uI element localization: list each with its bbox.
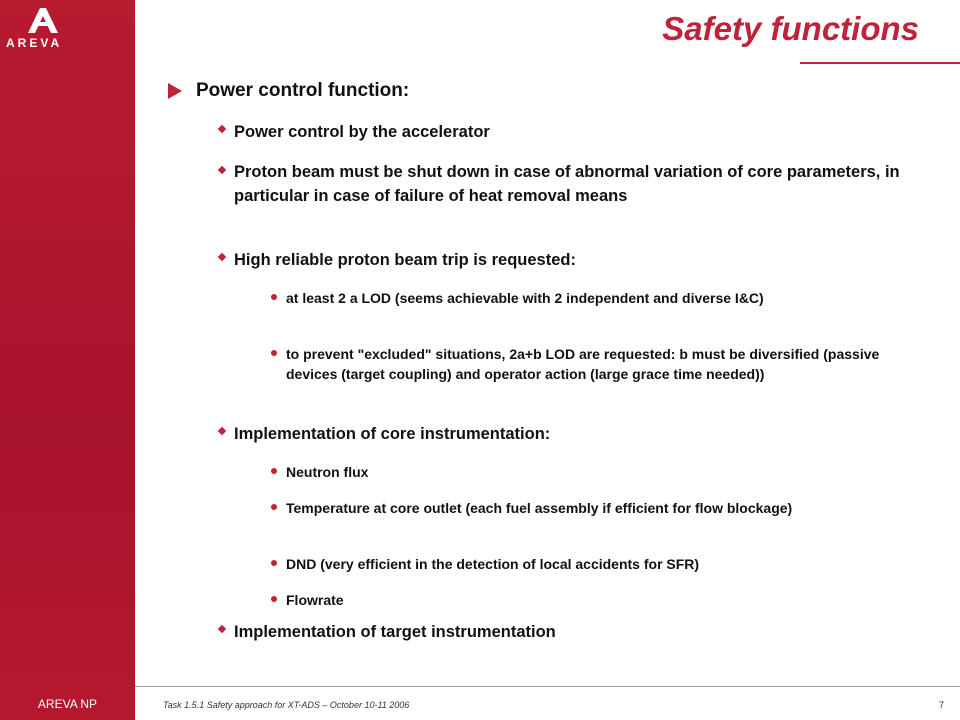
diamond-bullet-icon [218,125,226,133]
footer-brand: AREVA NP [37,697,98,711]
dot-bullet-icon [271,294,277,300]
diamond-bullet-icon [218,427,226,435]
sub-list-item: Flowrate [286,592,344,608]
logo-wordmark: AREVA [6,36,63,50]
dot-bullet-icon [271,596,277,602]
dot-bullet-icon [271,560,277,566]
list-item: Implementation of core instrumentation: [234,425,551,443]
footer-divider [135,686,960,687]
triangle-bullet-icon [168,83,182,99]
list-item: Proton beam must be shut down in case of abnormal variation of core parameters, in particular in case of failure of heat removal means [234,163,900,205]
list-item: Implementation of target instrumentation [234,623,556,641]
sub-list-item: Temperature at core outlet (each fuel assembly if efficient for flow blockage) [286,500,793,516]
diamond-bullet-icon [218,625,226,633]
list-item: Power control by the accelerator [234,123,490,141]
section-heading: Power control function: [196,80,410,101]
diamond-bullet-icon [218,166,226,174]
sub-list-item: to prevent "excluded" situations, 2a+b LOD are requested: b must be diversified (passive devices (target coupling) and operator action (large grace time needed)) [286,346,880,382]
sub-list-item: DND (very efficient in the detection of local accidents for SFR) [286,556,700,572]
list-item: High reliable proton beam trip is requested: [234,251,576,269]
page-number: 7 [938,700,944,710]
dot-bullet-icon [271,350,277,356]
footer-caption: Task 1.5.1 Safety approach for XT-ADS – October 10-11 2006 [163,700,410,710]
sub-list-item: at least 2 a LOD (seems achievable with 2 independent and diverse I&C) [286,290,764,306]
diamond-bullet-icon [218,253,226,261]
dot-bullet-icon [271,468,277,474]
dot-bullet-icon [271,504,277,510]
page-title: Safety functions [662,10,919,47]
sub-list-item: Neutron flux [286,464,369,480]
